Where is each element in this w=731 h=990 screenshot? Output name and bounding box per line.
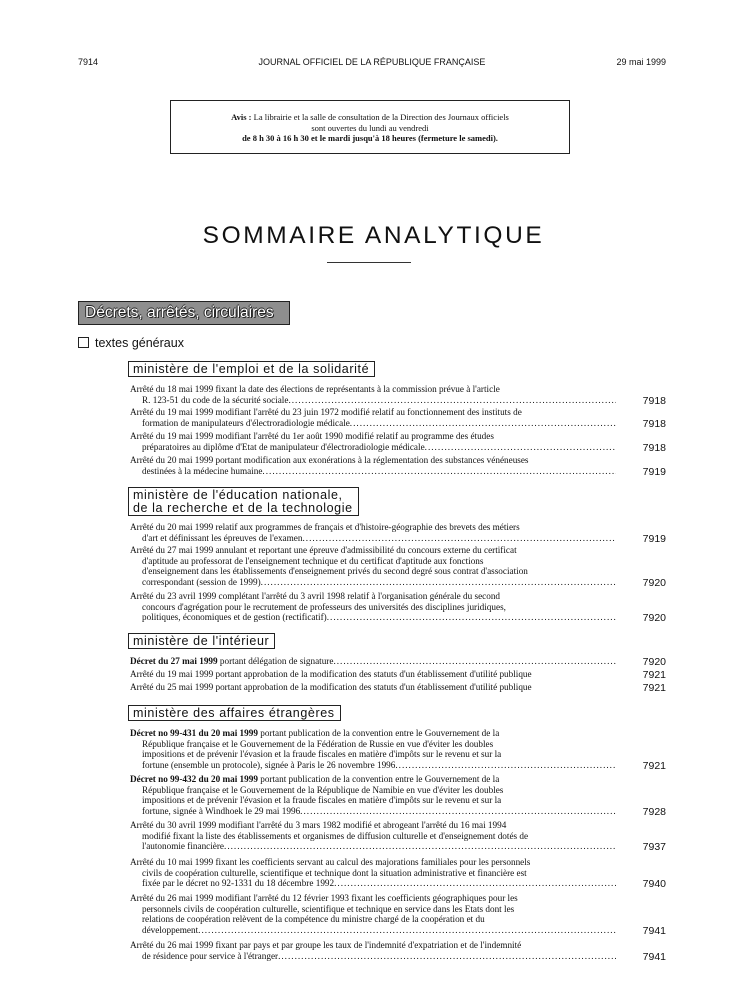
- entry-text: fortune (ensemble un protocole), signée à Paris le 26 novembre 1996: [142, 759, 396, 770]
- entry-text: formation de manipulateurs d'électroradiologie médicale: [142, 417, 350, 428]
- entry-page-number: 7940: [642, 878, 666, 891]
- entry-page-number: 7921: [642, 759, 666, 772]
- entry-text: civils de coopération culturelle, scientifique et technique dont la situation administrative et financière est: [142, 867, 527, 878]
- entry-bold-text: Décret no 99-432 du 20 mai 1999: [130, 774, 258, 784]
- entry-text: Arrêté du 20 mai 1999 portant modification aux exonérations à la réglementation des substances vénéneuses: [130, 455, 529, 465]
- page-number: 7914: [78, 57, 99, 67]
- leader-dots: [261, 577, 616, 588]
- entry-text: République française et le Gouvernement de la Fédération de Russie en vue d'éviter les doubles: [142, 738, 494, 749]
- entry-text: portant publication de la convention entre le Gouvernement de la: [257, 774, 500, 784]
- notice-label: Avis :: [231, 112, 252, 122]
- ministry-heading: [128, 487, 359, 516]
- toc-entry[interactable]: [130, 940, 666, 961]
- toc-entry[interactable]: [130, 857, 666, 889]
- entry-text: modifié fixant la liste des établissements et organismes de diffusion culturelle et d'enseignement dotés de: [142, 830, 529, 841]
- notice-line-2: sont ouvertes du lundi au vendredi: [311, 122, 429, 133]
- entry-page-number: 7918: [642, 441, 666, 454]
- entry-text: concours d'agrégation pour le recrutement de professeurs des universités des disciplines juridiques,: [142, 601, 506, 612]
- entry-text: Arrêté du 26 mai 1999 fixant par pays et par groupe les taux de l'indemnité d'expatriation et de l'indemnité: [130, 940, 522, 950]
- journal-title: JOURNAL OFFICIEL DE LA RÉPUBLIQUE FRANÇAISE: [258, 57, 486, 67]
- entry-text: personnels civils de coopération culturelle, scientifique et technique en service dans les Etats dont les: [142, 903, 515, 914]
- notice-line-3: de 8 h 30 à 16 h 30 et le mardi jusqu'à 18 heures (fermeture le samedi).: [242, 133, 498, 143]
- toc-entry[interactable]: [130, 656, 666, 667]
- entry-page-number: 7921: [642, 669, 666, 681]
- toc-entry[interactable]: [130, 545, 666, 587]
- entry-text: fixée par le décret no 92-1331 du 18 décembre 1992: [142, 878, 335, 889]
- entry-text: d'enseignement dans les établissements d'enseignement privés du second degré sous contrat d'association: [142, 566, 528, 577]
- entry-text: Arrêté du 18 mai 1999 fixant la date des élections de représentants à la commission prévue à l'article: [130, 384, 500, 394]
- entry-bold-text: Décret du 27 mai 1999: [130, 656, 218, 666]
- toc-entry[interactable]: [130, 682, 666, 693]
- entry-text: Arrêté du 25 mai 1999 portant approbation de la modification des statuts d'un établissement d'utilité publique: [130, 682, 532, 692]
- entry-text: développement: [142, 924, 199, 935]
- entry-text: l'autonomie financière: [142, 841, 225, 852]
- entry-text: impositions et de prévenir l'évasion et la fraude fiscales en matière d'impôts sur le revenu et sur la: [142, 795, 502, 806]
- entry-page-number: 7928: [642, 805, 666, 818]
- leader-dots: [262, 466, 616, 477]
- entry-text: impositions et de prévenir l'évasion et la fraude fiscales en matière d'impôts sur le revenu et sur la: [142, 749, 502, 760]
- entry-text: Arrêté du 26 mai 1999 modifiant l'arrêté du 12 février 1993 fixant les coefficients géographiques pour les: [130, 893, 518, 903]
- entry-text: d'aptitude au professorat de l'enseignement technique et du certificat d'aptitude aux fonctions: [142, 555, 484, 566]
- entry-text: Arrêté du 23 avril 1999 complétant l'arrêté du 3 avril 1998 relatif à l'organisation générale du second: [130, 591, 501, 601]
- entry-page-number: 7919: [642, 532, 666, 545]
- entry-text: Arrêté du 27 mai 1999 annulant et reportant une épreuve d'admissibilité du concours externe du certificat: [130, 545, 517, 555]
- entry-text: portant délégation de signature: [217, 656, 334, 666]
- entry-page-number: 7918: [642, 417, 666, 430]
- ministry-heading-line: de la recherche et de la technologie: [133, 501, 353, 515]
- leader-dots: [278, 951, 616, 962]
- leader-dots: [198, 925, 616, 936]
- entry-text: destinées à la médecine humaine: [142, 465, 263, 476]
- toc-entry[interactable]: [130, 455, 666, 476]
- toc-entry[interactable]: [130, 669, 666, 680]
- toc-entry[interactable]: [130, 431, 666, 452]
- entry-text: Arrêté du 19 mai 1999 portant approbation de la modification des statuts d'un établissement d'utilité publique: [130, 669, 532, 679]
- leader-dots: [334, 878, 616, 889]
- entry-page-number: 7937: [642, 841, 666, 854]
- entry-text: portant publication de la convention entre le Gouvernement de la: [257, 728, 500, 738]
- section-label: textes généraux: [95, 336, 184, 350]
- entry-page-number: 7941: [642, 924, 666, 937]
- ministry-heading: ministère des affaires étrangères: [128, 705, 341, 721]
- checkbox-square-icon: [78, 337, 89, 348]
- ministry-heading: ministère de l'emploi et de la solidarité: [128, 361, 375, 377]
- entry-page-number: 7921: [642, 682, 666, 694]
- entry-text: Arrêté du 19 mai 1999 modifiant l'arrêté du 23 juin 1972 modifié relatif au fonctionnement des instituts de: [130, 407, 522, 417]
- entry-text: R. 123-51 du code de la sécurité sociale: [142, 394, 289, 405]
- toc-entry[interactable]: [130, 591, 666, 623]
- page-header: [78, 57, 666, 71]
- issue-date: 29 mai 1999: [616, 57, 666, 67]
- toc-entry[interactable]: [130, 893, 666, 935]
- ministry-heading: ministère de l'intérieur: [128, 633, 275, 649]
- leader-dots: [288, 395, 616, 406]
- leader-dots: [333, 656, 616, 667]
- entry-text: Arrêté du 10 mai 1999 fixant les coefficients servant au calcul des majorations familiales pour les personnels: [130, 857, 531, 867]
- entry-text: de résidence pour service à l'étranger: [142, 950, 279, 961]
- entry-text: d'art et définissant les épreuves de l'examen: [142, 532, 303, 543]
- category-banner: Décrets, arrêtés, circulaires: [78, 301, 290, 325]
- leader-dots: [300, 806, 616, 817]
- entry-text: Arrêté du 19 mai 1999 modifiant l'arrêté du 1er août 1990 modifié relatif au programme des études: [130, 431, 494, 441]
- ministry-heading-line: ministère de l'éducation nationale,: [133, 488, 343, 502]
- section-heading: [78, 336, 184, 350]
- toc-entry[interactable]: [130, 728, 666, 770]
- entry-page-number: 7920: [642, 612, 666, 625]
- entry-text: fortune, signée à Windhoek le 29 mai 1996: [142, 805, 301, 816]
- leader-dots: [350, 418, 616, 429]
- entry-text: République française et le Gouvernement de la République de Namibie en vue d'éviter les doubles: [142, 784, 504, 795]
- entry-text: politiques, économiques et de gestion (rectificatif): [142, 612, 327, 623]
- toc-entry[interactable]: [130, 522, 666, 543]
- entry-page-number: 7941: [642, 950, 666, 963]
- toc-entry[interactable]: [130, 774, 666, 816]
- entry-page-number: 7919: [642, 465, 666, 478]
- entry-text: Arrêté du 30 avril 1999 modifiant l'arrêté du 3 mars 1982 modifié et abrogeant l'arrêté du 16 mai 1994: [130, 820, 507, 830]
- page-title: SOMMAIRE ANALYTIQUE: [202, 222, 545, 249]
- entry-text: correspondant (session de 1999): [142, 576, 261, 587]
- title-divider: [327, 262, 411, 263]
- entry-page-number: 7920: [642, 576, 666, 589]
- entry-page-number: 7920: [642, 656, 666, 668]
- leader-dots: [327, 612, 616, 623]
- entry-text: Arrêté du 20 mai 1999 relatif aux programmes de français et d'histoire-géographie des brevets des métiers: [130, 522, 520, 532]
- notice-line-1: La librairie et la salle de consultation de la Direction des Journaux officiels: [253, 112, 509, 122]
- entry-page-number: 7918: [642, 394, 666, 407]
- toc-entry[interactable]: [130, 384, 666, 405]
- leader-dots: [395, 760, 616, 771]
- notice-box: [170, 100, 570, 154]
- entry-text: préparatoires au diplôme d'Etat de manipulateur d'électroradiologie médicale: [142, 441, 425, 452]
- entry-text: relations de coopération relèvent de la compétence du ministre chargé de la coopération et du: [142, 914, 485, 925]
- toc-entry[interactable]: [130, 820, 666, 852]
- leader-dots: [425, 442, 616, 453]
- entry-bold-text: Décret no 99-431 du 20 mai 1999: [130, 728, 258, 738]
- toc-entry[interactable]: [130, 407, 666, 428]
- leader-dots: [302, 533, 616, 544]
- leader-dots: [224, 841, 616, 852]
